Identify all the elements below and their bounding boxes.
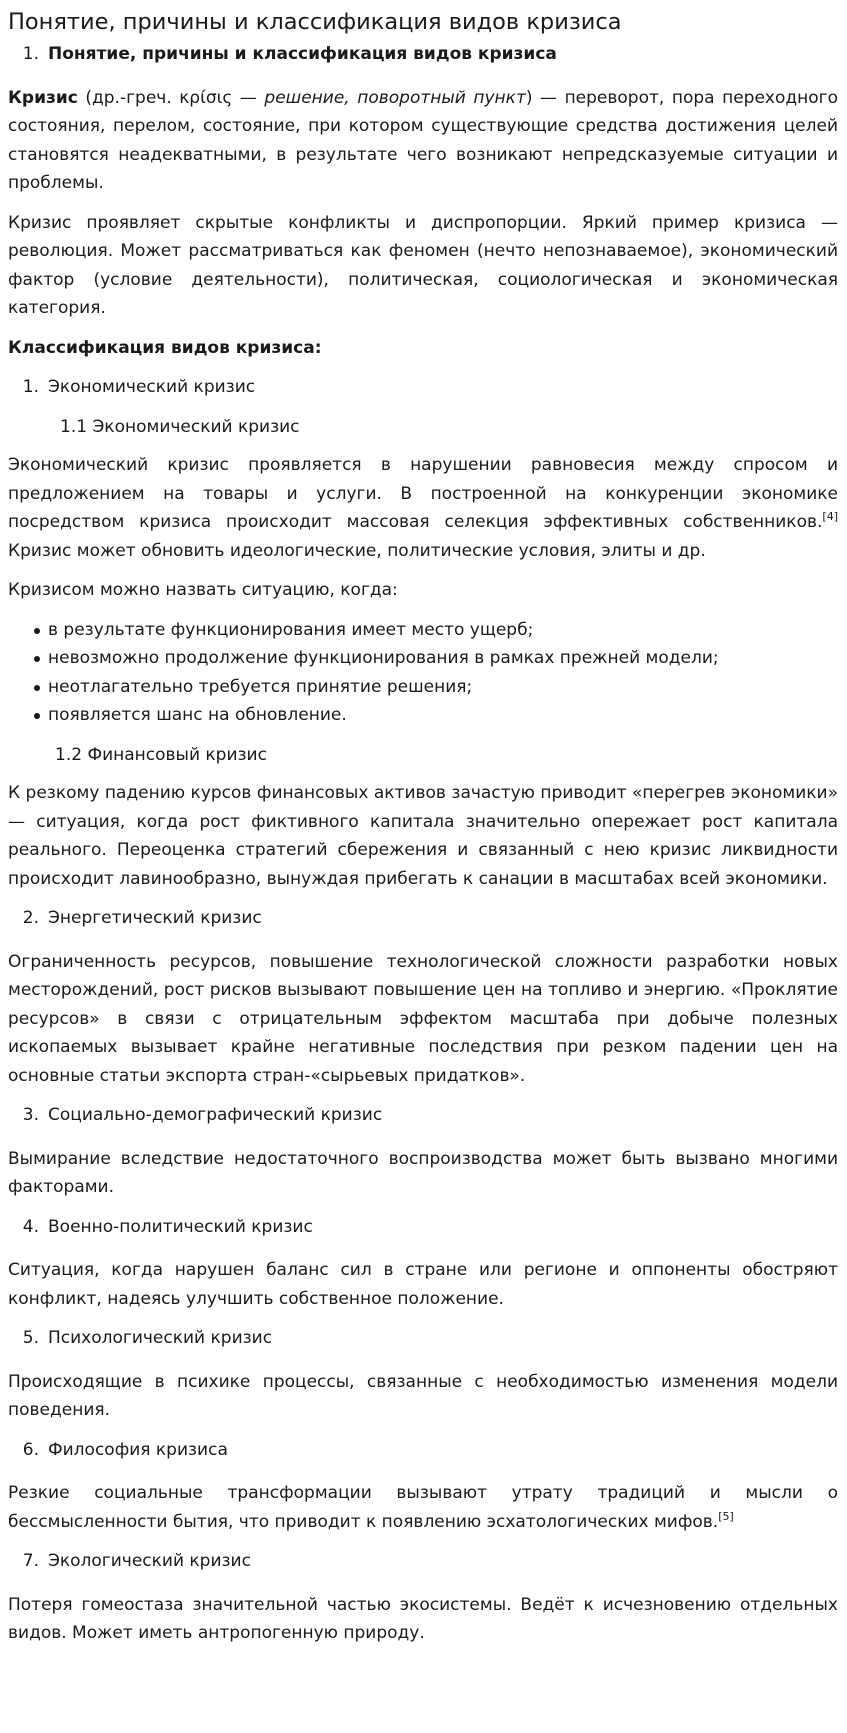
economic-text: Экономический кризис проявляется в нарушении равновесия между спросом и предложением на товары и услуги. В построенной на конкуренции экономике посредством кризиса происходит массовая селекция эффективных собственников.: [8, 455, 838, 532]
section-title: Экологический кризис: [48, 1551, 251, 1571]
section-title: Экономический кризис: [48, 377, 256, 397]
section-heading-military: [8, 1213, 838, 1242]
page-title: Понятие, причины и классификация видов кризиса: [8, 9, 622, 35]
section-number: 4.: [22, 1216, 39, 1237]
section-heading-economic: [8, 373, 838, 402]
section-number: 6.: [22, 1439, 39, 1460]
section-title: Энергетический кризис: [48, 908, 262, 928]
section-title: Психологический кризис: [48, 1328, 273, 1348]
definition-rest: ) — переворот, пора переходного состояния, перелом, состояние, при котором существующие средства достижения целей становятся неадекватными, в результате чего возникают непредсказуемые ситуации и проблемы.: [8, 87, 838, 193]
section-number: 2.: [22, 908, 39, 928]
section-number: 7.: [22, 1551, 39, 1571]
footnote-ref-5[interactable]: [5]: [718, 1509, 734, 1523]
section-number: 5.: [22, 1328, 39, 1348]
definition-meaning: решение, поворотный пункт: [264, 87, 526, 108]
psychological-paragraph: Происходящие в психике процессы, связанные с необходимостью изменения модели поведения.: [8, 1371, 838, 1420]
section-heading-demographic: [8, 1101, 838, 1130]
section-title: Военно-политический кризис: [48, 1216, 313, 1237]
ecological-paragraph: Потеря гомеостаза значительной частью экосистемы. Ведёт к исчезновению отдельных видов. Может иметь антропогенную природу.: [8, 1594, 838, 1643]
list-item: появляется шанс на обновление.: [48, 701, 838, 730]
section-heading-ecological: [8, 1547, 838, 1576]
economic-paragraph: [8, 451, 838, 565]
classification-heading: [8, 334, 838, 363]
footnote-ref-4[interactable]: [4]: [822, 510, 838, 523]
philosophy-paragraph: [8, 1479, 838, 1536]
crisis-conditions-list: [8, 616, 838, 730]
intro-paragraph: Кризис проявляет скрытые конфликты и диспропорции. Яркий пример кризиса — революция. Может рассматриваться как феномен (нечто непознаваемое), экономический фактор (условие деятельности), политическая, социологическая и экономическая категория.: [8, 212, 838, 318]
subsection-heading-financial: 1.2 Финансовый кризис: [55, 744, 267, 765]
main-heading: [8, 40, 838, 69]
financial-paragraph: К резкому падению курсов финансовых активов зачастую приводит «перегрев экономики» — ситуация, когда рост фиктивного капитала значительно опережает рост капитала реального. Переоценка стратегий сбережения и связанный с нею кризис ликвидности происходит лавинообразно, вынуждая прибегать к санации в масштабах всей экономики.: [8, 783, 838, 889]
philosophy-text: Резкие социальные трансформации вызывают утрату традиций и мысли о бессмысленности бытия, что приводит к появлению эсхатологических мифов.: [8, 1483, 838, 1532]
list-item: невозможно продолжение функционирования в рамках прежней модели;: [48, 644, 838, 673]
definition-lead: (др.-греч. κρίσις —: [77, 87, 265, 108]
demographic-paragraph: Вымирание вследствие недостаточного воспроизводства может быть вызвано многими факторами.: [8, 1148, 838, 1197]
main-heading-number: 1.: [22, 44, 39, 64]
list-item: неотлагательно требуется принятие решения;: [48, 673, 838, 702]
section-heading-philosophy: [8, 1436, 838, 1465]
economic-text-tail: Кризис может обновить идеологические, политические условия, элиты и др.: [8, 540, 706, 561]
definition-term: Кризис: [8, 87, 78, 108]
section-title: Философия кризиса: [48, 1439, 228, 1460]
energy-paragraph: Ограниченность ресурсов, повышение технологической сложности разработки новых месторождений, рост рисков вызывают повышение цен на топливо и энергию. «Проклятие ресурсов» в связи с отрицательным эффектом масштаба при добыче полезных ископаемых вызывает крайне негативные последствия при резком падении цен на основные статьи экспорта стран-«сырьевых придатков».: [8, 951, 838, 1086]
crisis-situation-intro: Кризисом можно назвать ситуацию, когда:: [8, 580, 398, 600]
section-title: Социально-демографический кризис: [48, 1105, 383, 1125]
military-paragraph: Ситуация, когда нарушен баланс сил в стране или регионе и оппоненты обостряют конфликт, надеясь улучшить собственное положение.: [8, 1260, 838, 1309]
section-number: 1.: [22, 377, 39, 397]
section-heading-psychological: [8, 1324, 838, 1353]
list-item: в результате функционирования имеет место ущерб;: [48, 616, 838, 645]
classification-heading-text: Классификация видов кризиса:: [8, 337, 322, 358]
section-number: 3.: [22, 1105, 39, 1125]
definition-paragraph: [8, 84, 838, 198]
section-heading-energy: [8, 904, 838, 933]
main-heading-text: Понятие, причины и классификация видов кризиса: [48, 44, 557, 64]
subsection-heading-economic: 1.1 Экономический кризис: [60, 416, 300, 437]
